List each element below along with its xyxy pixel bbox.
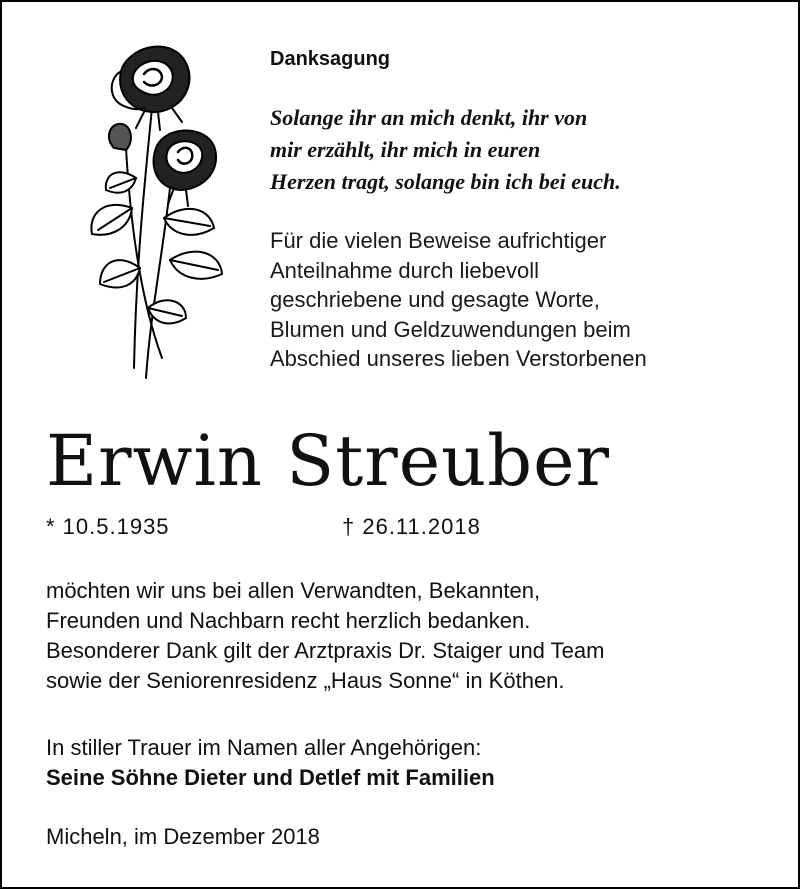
intro-line: Anteilnahme durch liebevoll — [270, 257, 540, 283]
birth-date: * 10.5.1935 — [46, 514, 170, 539]
death-date: † 26.11.2018 — [342, 514, 481, 539]
memorial-quote — [270, 102, 750, 198]
intro-line: Abschied unseres lieben Verstorbenen — [270, 346, 647, 371]
intro-line: geschriebene und gesagte Worte, — [270, 287, 600, 312]
intro-text — [270, 226, 750, 374]
thanks-text — [46, 576, 766, 696]
place-date: Micheln, im Dezember 2018 — [46, 824, 320, 849]
heading: Danksagung — [270, 48, 391, 70]
quote-line: Solange ihr an mich denkt, ihr von — [270, 105, 588, 130]
thanks-line: Besonderer Dank gilt der Arztpraxis Dr. Staiger und Team — [46, 638, 605, 663]
closing-block — [46, 733, 495, 793]
deceased-name: Erwin Streuber — [46, 420, 610, 502]
rose-bouquet-icon — [74, 38, 244, 388]
quote-line: Herzen tragt, solange bin ich bei euch. — [270, 169, 621, 194]
intro-line: Für die vielen Beweise aufrichtiger — [270, 228, 607, 253]
thanks-line: Freunden und Nachbarn recht herzlich bedanken. — [46, 608, 531, 633]
signature: Seine Söhne Dieter und Detlef mit Familien — [46, 765, 495, 790]
quote-line: mir erzählt, ihr mich in euren — [270, 137, 541, 162]
thanks-line: sowie der Seniorenresidenz „Haus Sonne“ in Köthen. — [46, 668, 565, 693]
closing-line: In stiller Trauer im Namen aller Angehörigen: — [46, 735, 482, 760]
intro-line: Blumen und Geldzuwendungen beim — [270, 316, 631, 342]
thanks-line: möchten wir uns bei allen Verwandten, Bekannten, — [46, 578, 541, 603]
